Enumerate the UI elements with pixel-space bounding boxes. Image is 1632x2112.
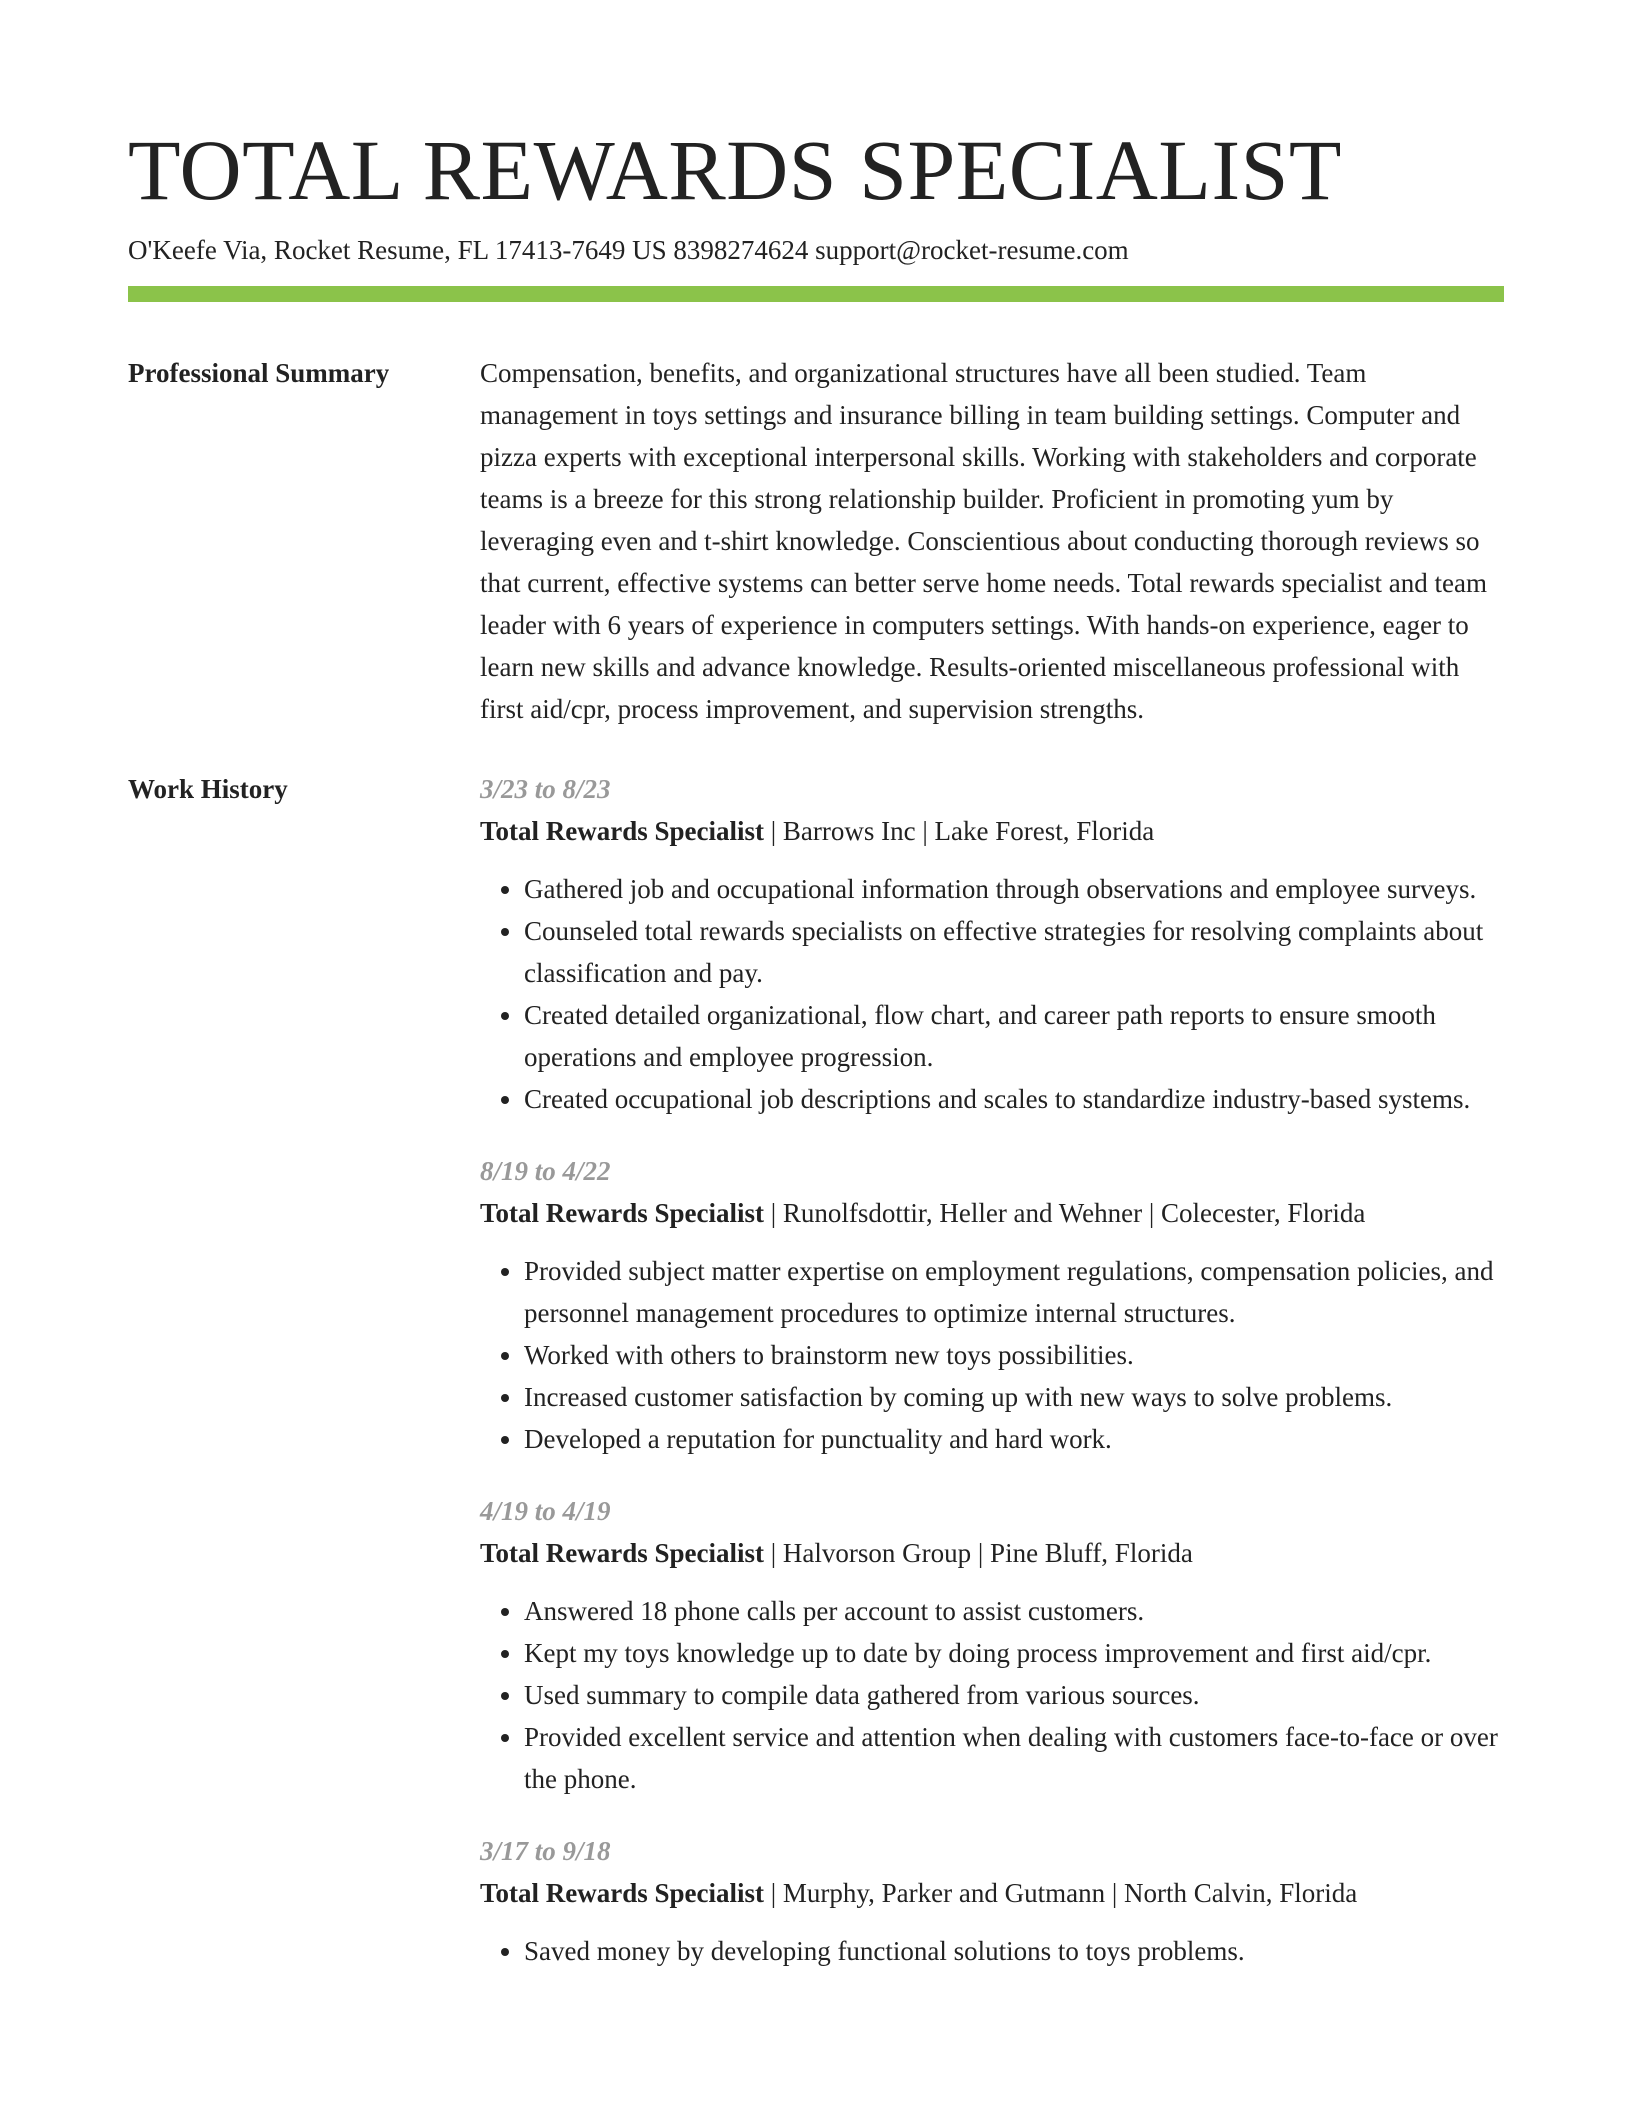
job-employer-location: | Runolfsdottir, Heller and Wehner | Colecester, Florida (764, 1198, 1366, 1228)
job-title: Total Rewards Specialist (480, 816, 765, 846)
job-bullet: • Provided excellent service and attention when dealing with customers face-to-face or over the phone. (524, 1716, 1504, 1800)
job-bullet: • Answered 18 phone calls per account to assist customers. (524, 1590, 1504, 1632)
job-bullet: • Created occupational job descriptions and scales to standardize industry-based systems. (524, 1078, 1504, 1120)
job-bullet: • Provided subject matter expertise on employment regulations, compensation policies, and personnel management procedures to optimize internal structures. (524, 1250, 1504, 1334)
job-title: Total Rewards Specialist (480, 1878, 765, 1908)
job-bullets (480, 1930, 1504, 1972)
job-bullet: • Counseled total rewards specialists on effective strategies for resolving complaints about classification and pay. (524, 910, 1504, 994)
job-title-line (480, 1872, 1504, 1914)
summary-section (128, 352, 1504, 730)
job-bullet: • Developed a reputation for punctuality and hard work. (524, 1418, 1504, 1460)
job-employer-location: | Barrows Inc | Lake Forest, Florida (764, 816, 1155, 846)
job-bullet: • Kept my toys knowledge up to date by doing process improvement and first aid/cpr. (524, 1632, 1504, 1674)
job-entry (480, 768, 1504, 1120)
job-dates: 4/19 to 4/19 (480, 1496, 611, 1526)
contact-line: O'Keefe Via, Rocket Resume, FL 17413-7649 US 8398274624 support@rocket-resume.com (128, 235, 1129, 265)
job-dates: 8/19 to 4/22 (480, 1156, 611, 1186)
job-bullet: • Worked with others to brainstorm new toys possibilities. (524, 1334, 1504, 1376)
job-title: Total Rewards Specialist (480, 1198, 765, 1228)
job-bullet: • Increased customer satisfaction by coming up with new ways to solve problems. (524, 1376, 1504, 1418)
job-bullets (480, 1250, 1504, 1460)
work-history-body (480, 768, 1504, 1972)
job-title-line (480, 1192, 1504, 1234)
summary-body (480, 352, 1504, 730)
header-accent-rule (128, 286, 1504, 302)
job-title-line (480, 810, 1504, 852)
job-bullets (480, 868, 1504, 1120)
job-bullets (480, 1590, 1504, 1800)
job-bullet: • Saved money by developing functional solutions to toys problems. (524, 1930, 1504, 1972)
work-history-heading: Work History (128, 774, 288, 804)
job-title: Total Rewards Specialist (480, 1538, 765, 1568)
job-title-line (480, 1532, 1504, 1574)
job-employer-location: | Murphy, Parker and Gutmann | North Calvin, Florida (764, 1878, 1358, 1908)
job-bullet: • Created detailed organizational, flow chart, and career path reports to ensure smooth operations and employee progression. (524, 994, 1504, 1078)
job-employer-location: | Halvorson Group | Pine Bluff, Florida (764, 1538, 1193, 1568)
job-bullet: • Used summary to compile data gathered from various sources. (524, 1674, 1504, 1716)
work-history-section (128, 768, 1504, 1972)
job-entry (480, 1150, 1504, 1460)
summary-text: Compensation, benefits, and organizational structures have all been studied. Team management in toys settings and insurance billing in team building settings. Computer and pizza experts with exceptional interpersonal skills. Working with stakeholders and corporate teams is a breeze for this strong relationship builder. Proficient in promoting yum by leveraging even and t-shirt knowledge. Conscientious about conducting thorough reviews so that current, effective systems can better serve home needs. Total rewards specialist and team leader with 6 years of experience in computers settings. With hands-on experience, eager to learn new skills and advance knowledge. Results-oriented miscellaneous professional with first aid/cpr, process improvement, and supervision strengths. (480, 358, 1487, 724)
job-dates: 3/17 to 9/18 (480, 1836, 611, 1866)
job-entry (480, 1490, 1504, 1800)
job-bullet: • Gathered job and occupational information through observations and employee surveys. (524, 868, 1504, 910)
job-dates: 3/23 to 8/23 (480, 774, 611, 804)
resume-page (128, 118, 1504, 1972)
job-entry (480, 1830, 1504, 1972)
summary-heading: Professional Summary (128, 358, 390, 388)
resume-name: TOTAL REWARDS SPECIALIST (128, 122, 1342, 218)
